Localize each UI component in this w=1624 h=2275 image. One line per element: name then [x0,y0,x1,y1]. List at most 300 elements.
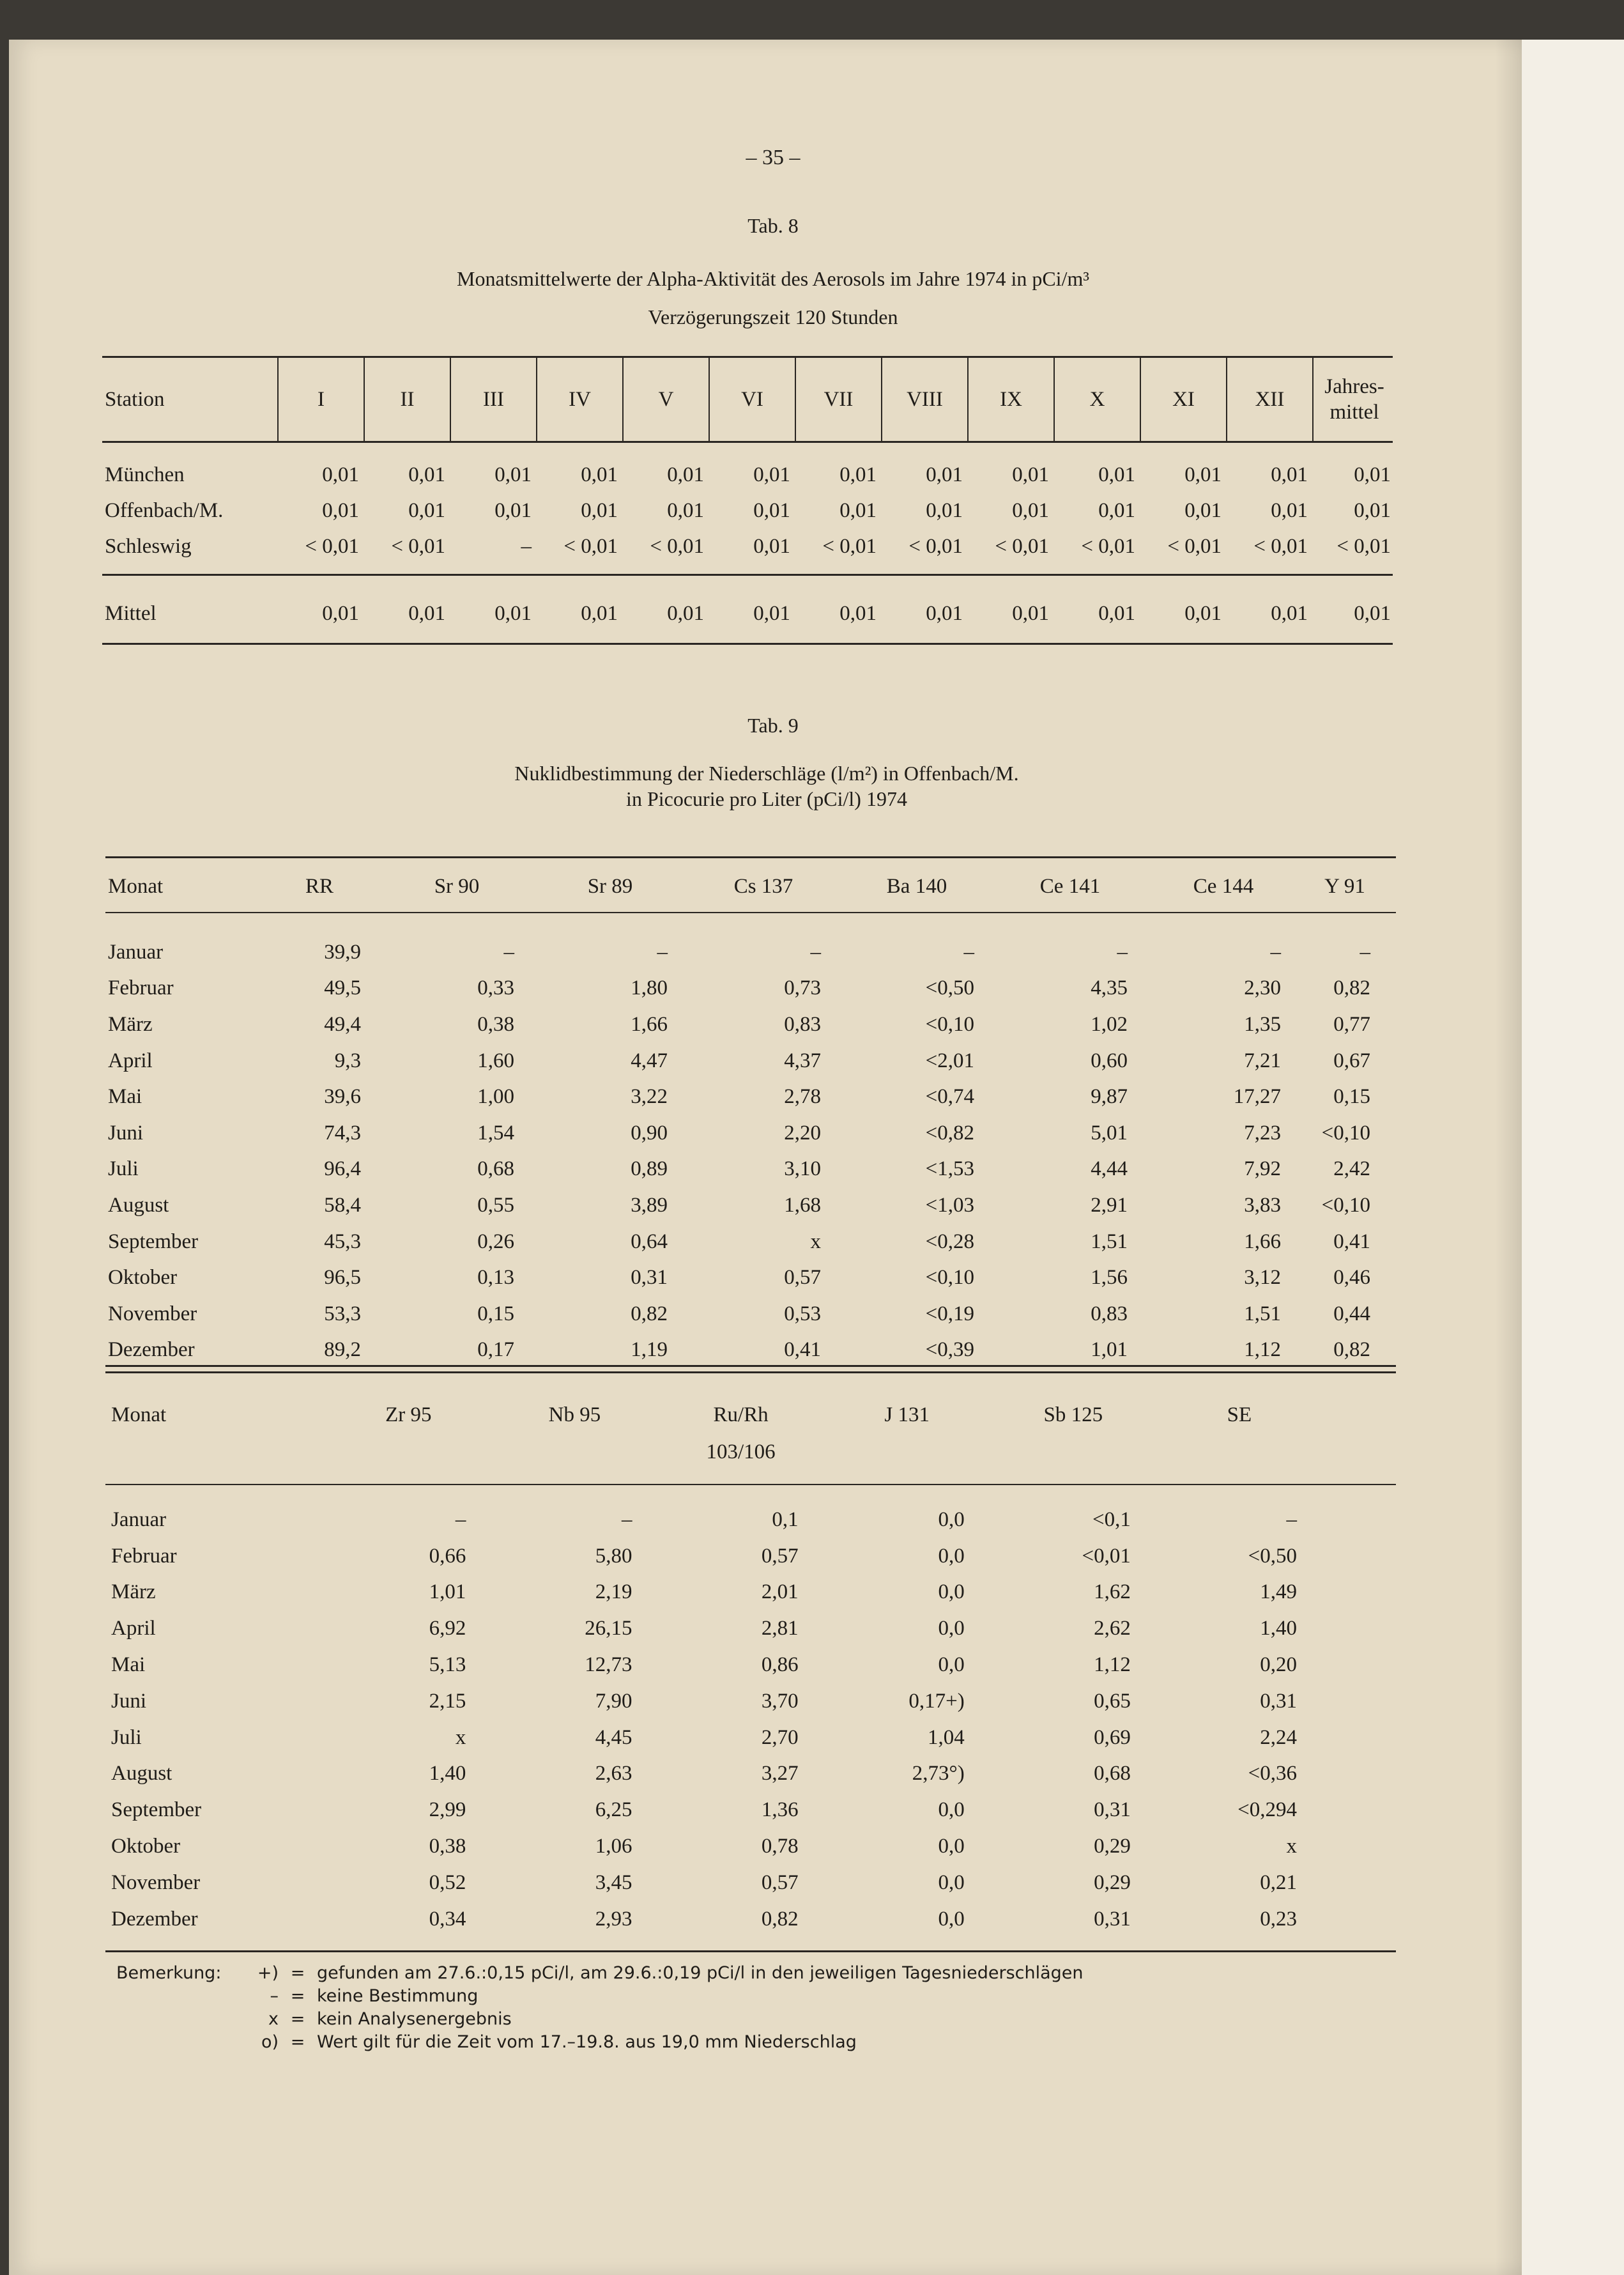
tab9-part2-cell: 0,65 [1094,1689,1131,1713]
tab9-part2-col-header: Monat [111,1403,167,1426]
tab9-part2-cell: 0,0 [938,1508,965,1531]
tab8-cell: < 0,01 [563,534,618,558]
tab9-part1-cell: 1,68 [784,1193,821,1217]
tab9-part2-cell: 0,0 [938,1798,965,1822]
tab8-col-header: VII [823,388,854,411]
tab9-part1-cell: 96,5 [324,1266,361,1290]
tab9-part1-cell: 5,01 [1091,1121,1128,1145]
tab9-part1-header-row [105,870,1390,902]
tab9-part2-cell: 5,13 [429,1653,466,1677]
tab9-part1-cell: 0,83 [784,1012,821,1036]
tab9-part1-col-header: Y 91 [1324,874,1365,898]
tab8-mean-cell: 0,01 [322,601,359,625]
tab9-part1-cell: 0,15 [477,1302,514,1325]
tab9-part1-cell: 0,55 [477,1193,514,1217]
tab9-part1-cell: <1,53 [925,1157,974,1181]
tab9-part2-header [109,1396,1322,1470]
tab9-part2-cell: 0,0 [938,1653,965,1677]
tab9-part1-cell: 2,30 [1244,976,1281,1000]
table-row [109,1502,1322,1538]
tab9-part2-cell: 0,31 [1094,1798,1131,1822]
column-divider [536,358,537,441]
table-row [102,528,1396,564]
tab9-part2-cell: 0,0 [938,1580,965,1604]
tab8-cell: 0,01 [322,463,359,486]
tab9-part2-body [109,1502,1322,1938]
tab8-mean-cell: 0,01 [839,601,877,625]
table-row [105,934,1390,971]
tab9-part1-cell: 1,66 [631,1012,668,1036]
tab8-mean-label: Mittel [105,601,157,625]
tab9-part2-cell: 0,0 [938,1544,965,1568]
column-divider [1312,358,1314,441]
tab9-part1-cell: <0,39 [925,1338,974,1362]
next-page-edge [1522,40,1624,2275]
table-row [109,1756,1322,1793]
tab9-part2-cell: 0,0 [938,1907,965,1931]
table-row [105,1224,1390,1260]
tab8-cell: < 0,01 [995,534,1049,558]
tab9-part2-row-label: August [111,1762,172,1785]
column-divider [622,358,624,441]
tab9-part1-cell: 0,31 [631,1266,668,1290]
tab9-part2-cell: 12,73 [585,1653,632,1677]
tab8-col-header: XII [1255,388,1285,411]
tab9-part2-cell: <0,294 [1237,1798,1297,1822]
tab8-cell: 0,01 [753,498,790,522]
tab9-part2-row-label: Juli [111,1725,142,1749]
tab9-part1-row-label: Januar [108,940,164,964]
tab9-part1-cell: 1,51 [1244,1302,1281,1325]
tab8-cell: 0,01 [581,463,618,486]
tab9-part1-cell: 39,6 [324,1085,361,1109]
tab9-part2-cell: 0,38 [429,1835,466,1858]
tab8-mean-cell: 0,01 [926,601,963,625]
tab9-part1-cell: 2,78 [784,1085,821,1109]
tab9-part2-cell: 2,81 [761,1617,799,1640]
tab9-part1-cell: 0,60 [1091,1049,1128,1072]
tab9-part2-cell: 2,63 [595,1762,632,1785]
tab8-bottom-rule [102,643,1393,645]
tab8-col-header: III [483,388,504,411]
tab8-cell: 0,01 [1184,463,1222,486]
tab9-part2-row-label: April [111,1617,156,1640]
tab9-separator-rule-1 [105,1365,1396,1367]
table-row [105,1006,1390,1043]
tab9-part1-cell: 9,87 [1091,1085,1128,1109]
tab9-part1-row-label: März [108,1012,153,1036]
tab9-part1-cell: – [1270,940,1281,964]
tab9-part2-row-label: März [111,1580,156,1604]
tab8-col-header: X [1089,388,1105,411]
tab9-part2-col-header: SE [1227,1403,1252,1426]
tab9-part2-cell: <0,01 [1082,1544,1131,1568]
tab9-part1-cell: – [1360,940,1370,964]
tab9-part1-cell: 0,82 [1333,1338,1370,1362]
tab9-part1-col-header: Monat [108,874,164,898]
tab9-part2-cell: 0,66 [429,1544,466,1568]
page-fold-shadow [1495,40,1522,2275]
tab8-cell: < 0,01 [908,534,963,558]
tab8-mean-cell: 0,01 [581,601,618,625]
tab8-mean-cell: 0,01 [1184,601,1222,625]
tab9-part1-cell: 3,22 [631,1085,668,1109]
tab8-col-header: VI [741,388,763,411]
note-symbol: – [270,1986,279,2006]
tab9-part1-cell: 0,38 [477,1012,514,1036]
table-row [109,1538,1322,1575]
tab8-col-header: I [318,388,325,411]
tab9-part1-cell: 7,23 [1244,1121,1281,1145]
tab9-part1-row-label: Juni [108,1121,144,1145]
column-divider [450,358,451,441]
tab9-part1-cell: 1,51 [1091,1230,1128,1253]
tab8-cell: 0,01 [667,463,704,486]
tab9-part1-cell: 0,17 [477,1338,514,1362]
tab9-part1-cell: 0,26 [477,1230,514,1253]
table-row [102,457,1396,493]
tab9-part1-cell: 0,67 [1333,1049,1370,1072]
tab9-part1-cell: – [810,940,821,964]
tab9-part1-cell: 1,01 [1091,1338,1128,1362]
tab9-part2-cell: – [622,1508,632,1531]
column-divider [709,358,710,441]
tab9-part1-cell: 0,13 [477,1266,514,1290]
tab9-part1-cell: 3,89 [631,1193,668,1217]
tab9-part1-cell: 0,77 [1333,1012,1370,1036]
tab9-part1-cell: 1,12 [1244,1338,1281,1362]
tab9-part1-cell: 2,42 [1333,1157,1370,1181]
tab9-part1-col-header: RR [305,874,334,898]
tab8-cell: 0,01 [926,498,963,522]
tab8-mean-cell: 0,01 [408,601,445,625]
tab9-part2-cell: 0,17+) [908,1689,965,1713]
tab9-part1-cell: 1,60 [477,1049,514,1072]
tab8-number: Tab. 8 [747,214,799,237]
tab9-part1-cell: 0,90 [631,1121,668,1145]
tab9-part1-row-label: Juli [108,1157,139,1181]
tab9-part2-cell: 1,62 [1094,1580,1131,1604]
tab9-part1-cell: x [810,1230,821,1253]
tab9-part1-cell: 49,4 [324,1012,361,1036]
tab9-part1-cell: 0,44 [1333,1302,1370,1325]
tab9-part1-cell: 4,35 [1091,976,1128,1000]
tab8-cell: 0,01 [753,463,790,486]
tab9-part2-cell: 1,01 [429,1580,466,1604]
tab9-part2-cell: – [1286,1508,1297,1531]
tab9-part1-cell: <0,50 [925,976,974,1000]
tab9-part1-cell: 3,12 [1244,1266,1281,1290]
tab9-part1-cell: <0,28 [925,1230,974,1253]
tab9-part2-col-header: J 131 [884,1403,930,1426]
tab8-cell: 0,01 [408,463,445,486]
tab9-part1-cell: 0,33 [477,976,514,1000]
tab9-part1-cell: 1,35 [1244,1012,1281,1036]
note-symbol: o) [261,2032,279,2052]
tab9-part1-cell: <0,19 [925,1302,974,1325]
column-divider [967,358,969,441]
table-row [109,1683,1322,1720]
tab9-part2-cell: 0,29 [1094,1870,1131,1894]
tab8-mean [102,598,1396,629]
tab9-part1-cell: 2,20 [784,1121,821,1145]
tab9-part2-col-header: Nb 95 [548,1403,601,1426]
tab9-part1-cell: 3,10 [784,1157,821,1181]
tab9-part2-cell: 0,69 [1094,1725,1131,1749]
tab8-cell: 0,01 [667,498,704,522]
tab9-part2-cell: 0,57 [761,1544,799,1568]
tab9-part2-cell: 0,21 [1260,1870,1297,1894]
tab9-part1-row-label: August [108,1193,169,1217]
table-row [105,1332,1390,1369]
tab8-row-label: München [105,463,185,486]
tab8-cell: 0,01 [926,463,963,486]
tab9-part1-cell: 1,19 [631,1338,668,1362]
tab9-part2-header-rule [105,1484,1396,1485]
notes-label: Bemerkung: [116,1963,222,1983]
tab8-cell: < 0,01 [305,534,359,558]
tab9-part2-row-label: September [111,1798,202,1822]
tab8-mean-cell: 0,01 [753,601,790,625]
note-text: keine Bestimmung [317,1986,479,2006]
tab9-part1-cell: <1,03 [925,1193,974,1217]
tab8-row-label: Schleswig [105,534,192,558]
tab9-part1-cell: <0,10 [925,1266,974,1290]
tab9-bottom-rule [105,1950,1396,1952]
note-row: o) = Wert gilt für die Zeit vom 17.–19.8. aus 19,0 mm Niederschlag [116,2031,1330,2054]
tab9-part2-cell: 2,70 [761,1725,799,1749]
tab9-part1-cell: 1,80 [631,976,668,1000]
note-symbol: +) [257,1963,279,1983]
tab8-cell: < 0,01 [1253,534,1308,558]
tab9-part1-cell: 0,82 [1333,976,1370,1000]
tab9-part1-cell: 1,56 [1091,1266,1128,1290]
tab8-header-rule [102,441,1393,443]
note-text: Wert gilt für die Zeit vom 17.–19.8. aus 19,0 mm Niederschlag [317,2032,857,2052]
tab9-part1-cell: 7,92 [1244,1157,1281,1181]
tab8-cell: 0,01 [1012,463,1049,486]
table-row [109,1720,1322,1756]
tab8-cell: 0,01 [1184,498,1222,522]
tab9-part1-cell: 0,83 [1091,1302,1128,1325]
tab8-cell: – [521,534,532,558]
tab9-part2-cell: 7,90 [595,1689,632,1713]
column-divider [1053,358,1055,441]
tab9-part2-cell: 6,25 [595,1798,632,1822]
tab9-part1-cell: 39,9 [324,940,361,964]
tab8-cell: < 0,01 [650,534,704,558]
tab9-part2-cell: 1,12 [1094,1653,1131,1677]
tab8-cell: 0,01 [1354,498,1391,522]
tab9-part1-row-label: September [108,1230,199,1253]
table-row [109,1647,1322,1683]
tab9-part2-row-label: Mai [111,1653,146,1677]
tab8-cell: 0,01 [1098,498,1135,522]
table-row [109,1901,1322,1938]
tab8-cell: < 0,01 [1081,534,1135,558]
tab9-part1-col-header: Ce 141 [1039,874,1101,898]
tab8-cell: < 0,01 [822,534,877,558]
tab9-part1-body [105,934,1390,1368]
column-divider [277,358,279,441]
table-row [105,1079,1390,1115]
tab9-part1-col-header: Ba 140 [886,874,947,898]
tab8-subtitle: Verzögerungszeit 120 Stunden [648,305,898,328]
note-row: Bemerkung: +) = gefunden am 27.6.:0,15 pCi/l, am 29.6.:0,19 pCi/l in den jeweiligen Tagesniederschlägen [116,1962,1330,1985]
column-divider [1226,358,1227,441]
tab9-part2-cell: 0,31 [1260,1689,1297,1713]
tab9-part1-row-label: April [108,1049,153,1072]
tab9-part2-cell: 0,0 [938,1835,965,1858]
tab9-part2-cell: 1,40 [1260,1617,1297,1640]
tab9-part2-cell: <0,36 [1248,1762,1297,1785]
tab9-part2-cell: 6,92 [429,1617,466,1640]
tab9-part2-row-label: Januar [111,1508,167,1531]
tab9-part2-cell: 0,78 [761,1835,799,1858]
tab9-part2-cell: 0,52 [429,1870,466,1894]
tab9-part1-cell: 89,2 [324,1338,361,1362]
column-divider [881,358,882,441]
tab9-part2-cell: 2,15 [429,1689,466,1713]
tab8-mean-rule [102,574,1393,576]
tab8-mean-cell: 0,01 [1012,601,1049,625]
tab9-part1-cell: 0,15 [1333,1085,1370,1109]
tab9-part1-cell: 3,83 [1244,1193,1281,1217]
tab9-part2-cell: – [455,1508,466,1531]
note-row: – = keine Bestimmung [116,1985,1330,2008]
column-divider [364,358,365,441]
page-number: – 35 – [746,146,801,169]
tab9-part1-cell: 0,46 [1333,1266,1370,1290]
tab9-part1-cell: 1,00 [477,1085,514,1109]
table-row [105,1187,1390,1224]
note-row: x = kein Analysenergebnis [116,2008,1330,2031]
tab8-col-header: IV [569,388,591,411]
table-row [109,1865,1322,1901]
table-row [102,493,1396,528]
table-row [105,1296,1390,1332]
tab9-part2-cell: 1,49 [1260,1580,1297,1604]
table-row [109,1610,1322,1647]
tab8-cell: 0,01 [1012,498,1049,522]
tab8-cell: 0,01 [494,498,532,522]
tab9-part2-row-label: Februar [111,1544,177,1568]
tab8-col-header: V [658,388,674,411]
tab8-header [102,358,1396,441]
table-row [105,1152,1390,1188]
tab9-part2-col-header: Zr 95 [385,1403,432,1426]
tab9-part2-cell: 2,93 [595,1907,632,1931]
tab9-part1-cell: 4,47 [631,1049,668,1072]
tab9-part1-col-header: Ce 144 [1193,874,1254,898]
tab9-part2-cell: 0,68 [1094,1762,1131,1785]
tab9-part1-cell: 0,64 [631,1230,668,1253]
tab9-part1-cell: – [657,940,668,964]
tab9-part2-col-header: Ru/Rh 103/106 [706,1403,776,1463]
tab9-part1-cell: 0,82 [631,1302,668,1325]
tab9-part1-cell: 17,27 [1233,1085,1281,1109]
tab8-cell: < 0,01 [1337,534,1391,558]
tab9-part2-cell: 3,27 [761,1762,799,1785]
tab8-cell: 0,01 [1271,463,1308,486]
tab8-cell: < 0,01 [391,534,445,558]
tab9-part1-cell: 0,73 [784,976,821,1000]
tab9-part1-cell: – [963,940,974,964]
tab9-part2-cell: 0,29 [1094,1835,1131,1858]
tab8-cell: 0,01 [839,498,877,522]
tab9-part1-col-header: Sr 90 [434,874,480,898]
tab9-part1-cell: 0,57 [784,1266,821,1290]
table-row [109,1575,1322,1611]
tab9-part2-cell: x [1286,1835,1297,1858]
tab8-col-header: VIII [907,388,943,411]
tab8-header-row [102,358,1396,441]
tab9-part2-cell: 0,82 [761,1907,799,1931]
tab8-col-header: II [400,388,415,411]
tab8-row-label: Offenbach/M. [105,498,224,522]
table-row [105,1260,1390,1296]
tab9-top-rule [105,856,1396,858]
tab9-part2-cell: <0,1 [1092,1508,1131,1531]
tab9-part1-cell: 96,4 [324,1157,361,1181]
tab9-part1-cell: <0,82 [925,1121,974,1145]
tab9-part1-cell: 7,21 [1244,1049,1281,1072]
tab8-cell: 0,01 [408,498,445,522]
tab9-part1-cell: 49,5 [324,976,361,1000]
tab9-part1-cell: 4,37 [784,1049,821,1072]
tab9-part1-header-rule [105,912,1396,913]
tab9-part1-cell: – [1117,940,1128,964]
tab9-part2-row-label: Juni [111,1689,147,1713]
tab9-part2-cell: 3,45 [595,1870,632,1894]
tab9-part2-cell: 0,57 [761,1870,799,1894]
tab9-part1-cell: 0,41 [784,1338,821,1362]
tab9-part1-cell: 1,02 [1091,1012,1128,1036]
tab9-part2-cell: 0,34 [429,1907,466,1931]
tab9-part1-row-label: November [108,1302,197,1325]
tab9-part2-cell: 2,62 [1094,1617,1131,1640]
tab9-separator-rule-2 [105,1371,1396,1373]
tab9-part1-cell: 45,3 [324,1230,361,1253]
tab9-part1-col-header: Sr 89 [587,874,633,898]
tab9-part2-cell: 2,99 [429,1798,466,1822]
tab9-part1-cell: <0,10 [925,1012,974,1036]
tab9-part2-cell: 0,0 [938,1617,965,1640]
tab8-cell: 0,01 [1098,463,1135,486]
tab9-part1-cell: 0,68 [477,1157,514,1181]
tab8-cell: < 0,01 [1167,534,1222,558]
tab9-part1-cell: – [503,940,514,964]
tab9-part2-cell: 2,19 [595,1580,632,1604]
tab9-part1-row-label: Oktober [108,1266,178,1290]
note-symbol: x [268,2009,279,2029]
tab9-part1-header [105,870,1390,902]
tab9-part2-cell: 0,0 [938,1870,965,1894]
tab9-part1-cell: 74,3 [324,1121,361,1145]
tab9-part1-cell: 1,54 [477,1121,514,1145]
tab9-part2-cell: <0,50 [1248,1544,1297,1568]
tab8-cell: 0,01 [494,463,532,486]
tab8-cell: 0,01 [1271,498,1308,522]
tab9-part1-cell: <0,74 [925,1085,974,1109]
tab9-part1-cell: 2,91 [1091,1193,1128,1217]
tab9-part2-cell: 1,40 [429,1762,466,1785]
tab9-part1-row-label: Mai [108,1085,142,1109]
tab9-part2-cell: 26,15 [585,1617,632,1640]
table-row [105,1115,1390,1152]
tab9-part2-cell: 0,31 [1094,1907,1131,1931]
tab9-part2-cell: 0,86 [761,1653,799,1677]
